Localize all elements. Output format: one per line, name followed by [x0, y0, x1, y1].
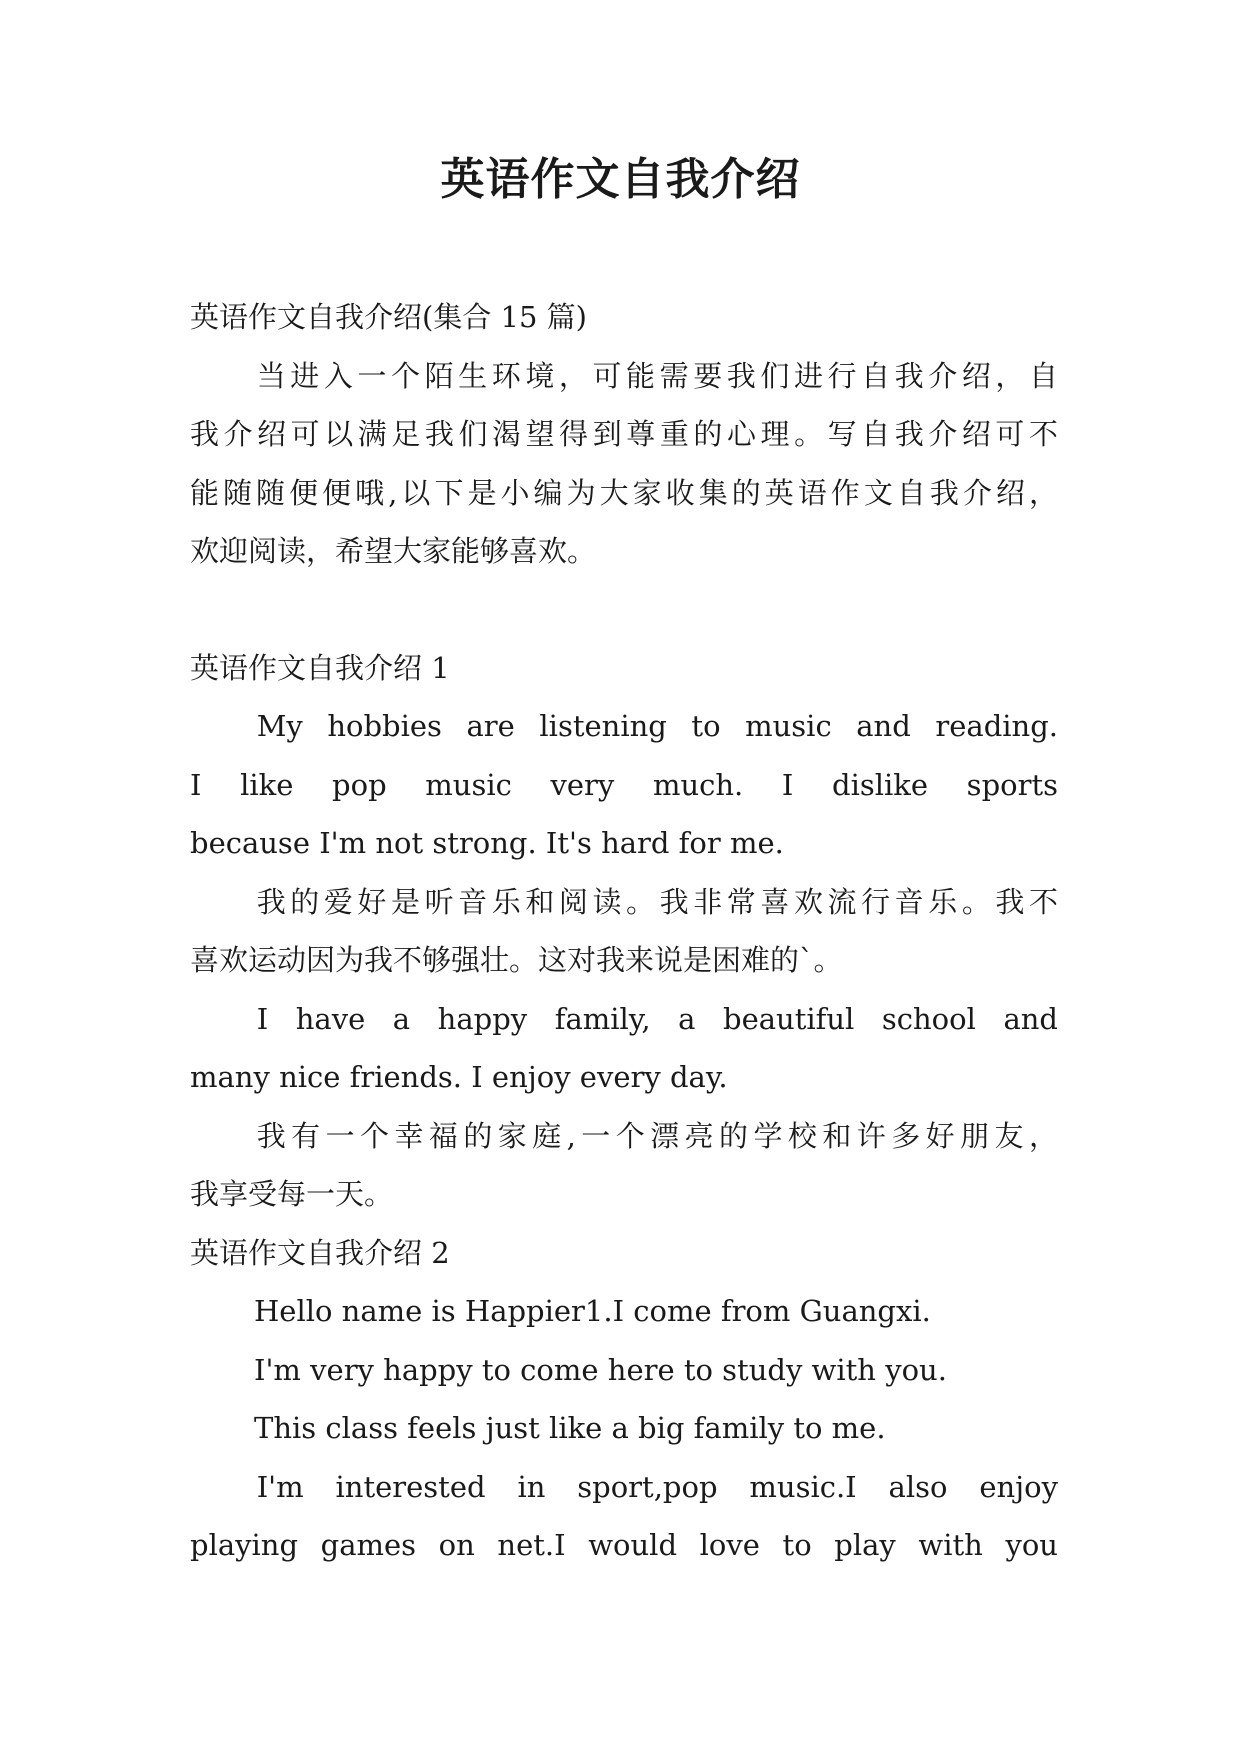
intro-heading: 英语作文自我介绍(集合 15 篇): [190, 300, 587, 334]
chinese-line-3: 我有一个幸福的家庭,一个漂亮的学校和许多好朋友，: [256, 1118, 1058, 1153]
chinese-line-1: 我的爱好是听音乐和阅读。我非常喜欢流行音乐。我不: [256, 884, 1058, 919]
chinese-line-4: 我享受每一天。: [190, 1177, 394, 1211]
section-heading-2: 英语作文自我介绍 2: [190, 1235, 450, 1270]
english-line-8: This class feels just like a big family to me.: [254, 1411, 886, 1445]
document-body: [190, 288, 1058, 1575]
document-title: 英语作文自我介绍: [440, 154, 801, 205]
english-line-4: I have a happy family, a beautiful school and: [256, 1001, 1058, 1036]
english-line-2: I like pop music very much. I dislike sports: [190, 767, 1058, 802]
intro-line-4: 欢迎阅读，希望大家能够喜欢。: [190, 534, 597, 568]
english-line-1: My hobbies are listening to music and reading.: [256, 709, 1058, 743]
intro-line-3: 能随随便便哦,以下是小编为大家收集的英语作文自我介绍，: [190, 475, 1058, 510]
english-line-7: I'm very happy to come here to study with you.: [254, 1352, 947, 1387]
english-line-6: Hello name is Happier1.I come from Guangxi.: [254, 1294, 931, 1328]
intro-line-2: 我介绍可以满足我们渴望得到尊重的心理。写自我介绍可不: [190, 417, 1058, 451]
english-line-9: I'm interested in sport,pop music.I also enjoy: [256, 1469, 1058, 1504]
english-line-3: because I'm not strong. It's hard for me.: [190, 826, 784, 860]
english-line-10: playing games on net.I would love to play with you: [190, 1528, 1058, 1562]
english-line-5: many nice friends. I enjoy every day.: [190, 1060, 728, 1094]
intro-line-1: 当进入一个陌生环境，可能需要我们进行自我介绍，自: [256, 358, 1058, 393]
section-heading-1: 英语作文自我介绍 1: [190, 650, 450, 685]
chinese-line-2: 喜欢运动因为我不够强壮。这对我来说是困难的`。: [190, 943, 843, 977]
